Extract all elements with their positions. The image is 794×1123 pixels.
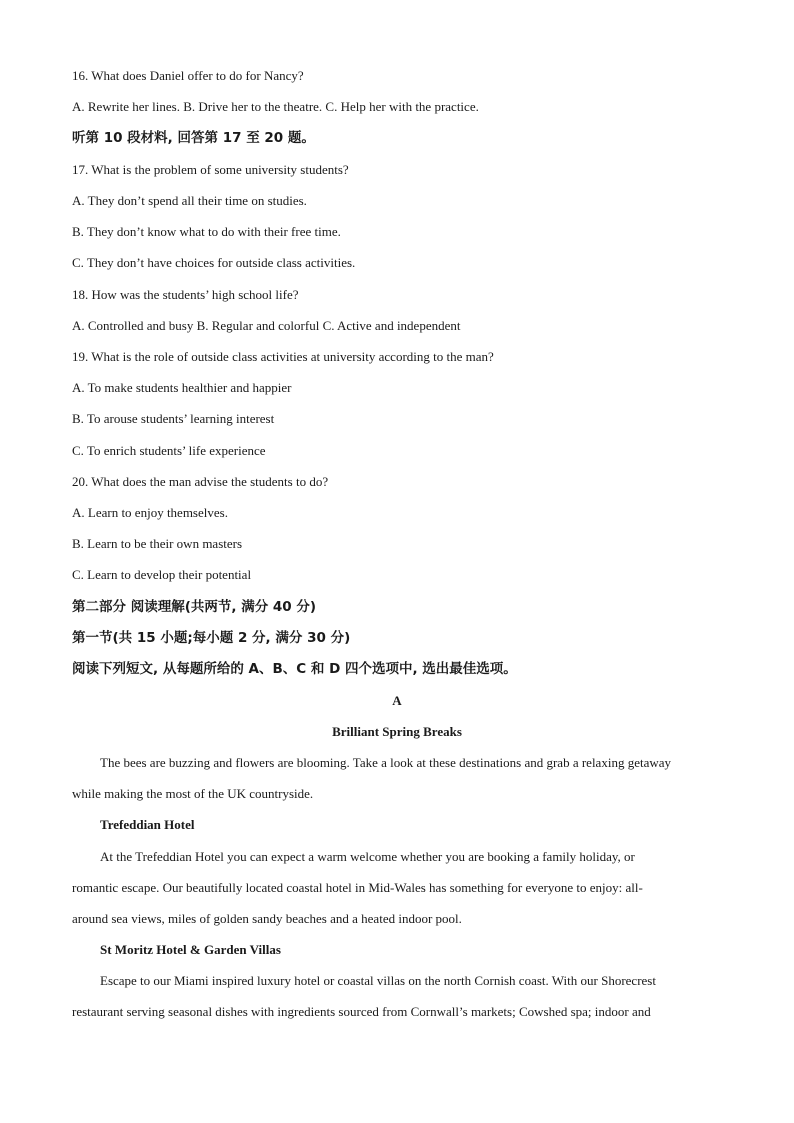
hotel2-name: St Moritz Hotel & Garden Villas [100,942,281,957]
reading-section-title: 第一节(共 15 小题;每小题 2 分, 满分 30 分) [72,630,351,646]
intro-line-2: while making the most of the UK countryside. [72,786,314,801]
reading-instruction: 阅读下列短文, 从每题所给的 A、B、C 和 D 四个选项中, 选出最佳选项。 [72,661,517,677]
q17-option-a: A. They don’t spend all their time on studies. [72,193,307,208]
q20-option-c: C. Learn to develop their potential [72,567,252,582]
q19-option-a: A. To make students healthier and happier [72,380,292,395]
q20-question: 20. What does the man advise the students to do? [72,474,329,489]
passage-title: Brilliant Spring Breaks [332,724,462,739]
q19-option-c: C. To enrich students’ life experience [72,443,266,458]
q17-question: 17. What is the problem of some university students? [72,162,349,177]
section-10-instruction: 听第 10 段材料, 回答第 17 至 20 题。 [72,130,315,146]
hotel1-line-3: around sea views, miles of golden sandy beaches and a heated indoor pool. [72,911,462,926]
reading-part-title: 第二部分 阅读理解(共两节, 满分 40 分) [72,599,317,615]
q17-option-b: B. They don’t know what to do with their free time. [72,224,341,239]
hotel2-line-2: restaurant serving seasonal dishes with ingredients sourced from Cornwall’s markets; Cowshed spa; indoor and [72,1004,651,1019]
passage-letter: A [392,693,402,708]
q18-question: 18. How was the students’ high school life? [72,287,299,302]
intro-line-1: The bees are buzzing and flowers are blooming. Take a look at these destinations and grab a relaxing getaway [100,755,672,770]
q19-question: 19. What is the role of outside class activities at university according to the man? [72,349,494,364]
hotel2-line-1: Escape to our Miami inspired luxury hotel or coastal villas on the north Cornish coast. With our Shorecrest [100,973,656,988]
hotel1-line-2: romantic escape. Our beautifully located coastal hotel in Mid-Wales has something for everyone to enjoy: all- [72,880,643,895]
q20-option-a: A. Learn to enjoy themselves. [72,505,228,520]
q19-option-b: B. To arouse students’ learning interest [72,411,275,426]
hotel1-line-1: At the Trefeddian Hotel you can expect a warm welcome whether you are booking a family holiday, or [100,849,635,864]
hotel1-name: Trefeddian Hotel [100,817,195,832]
q20-option-b: B. Learn to be their own masters [72,536,243,551]
q16-question: 16. What does Daniel offer to do for Nancy? [72,68,304,83]
q18-options: A. Controlled and busy B. Regular and colorful C. Active and independent [72,318,461,333]
q16-options: A. Rewrite her lines. B. Drive her to the theatre. C. Help her with the practice. [72,99,479,114]
q17-option-c: C. They don’t have choices for outside class activities. [72,255,356,270]
